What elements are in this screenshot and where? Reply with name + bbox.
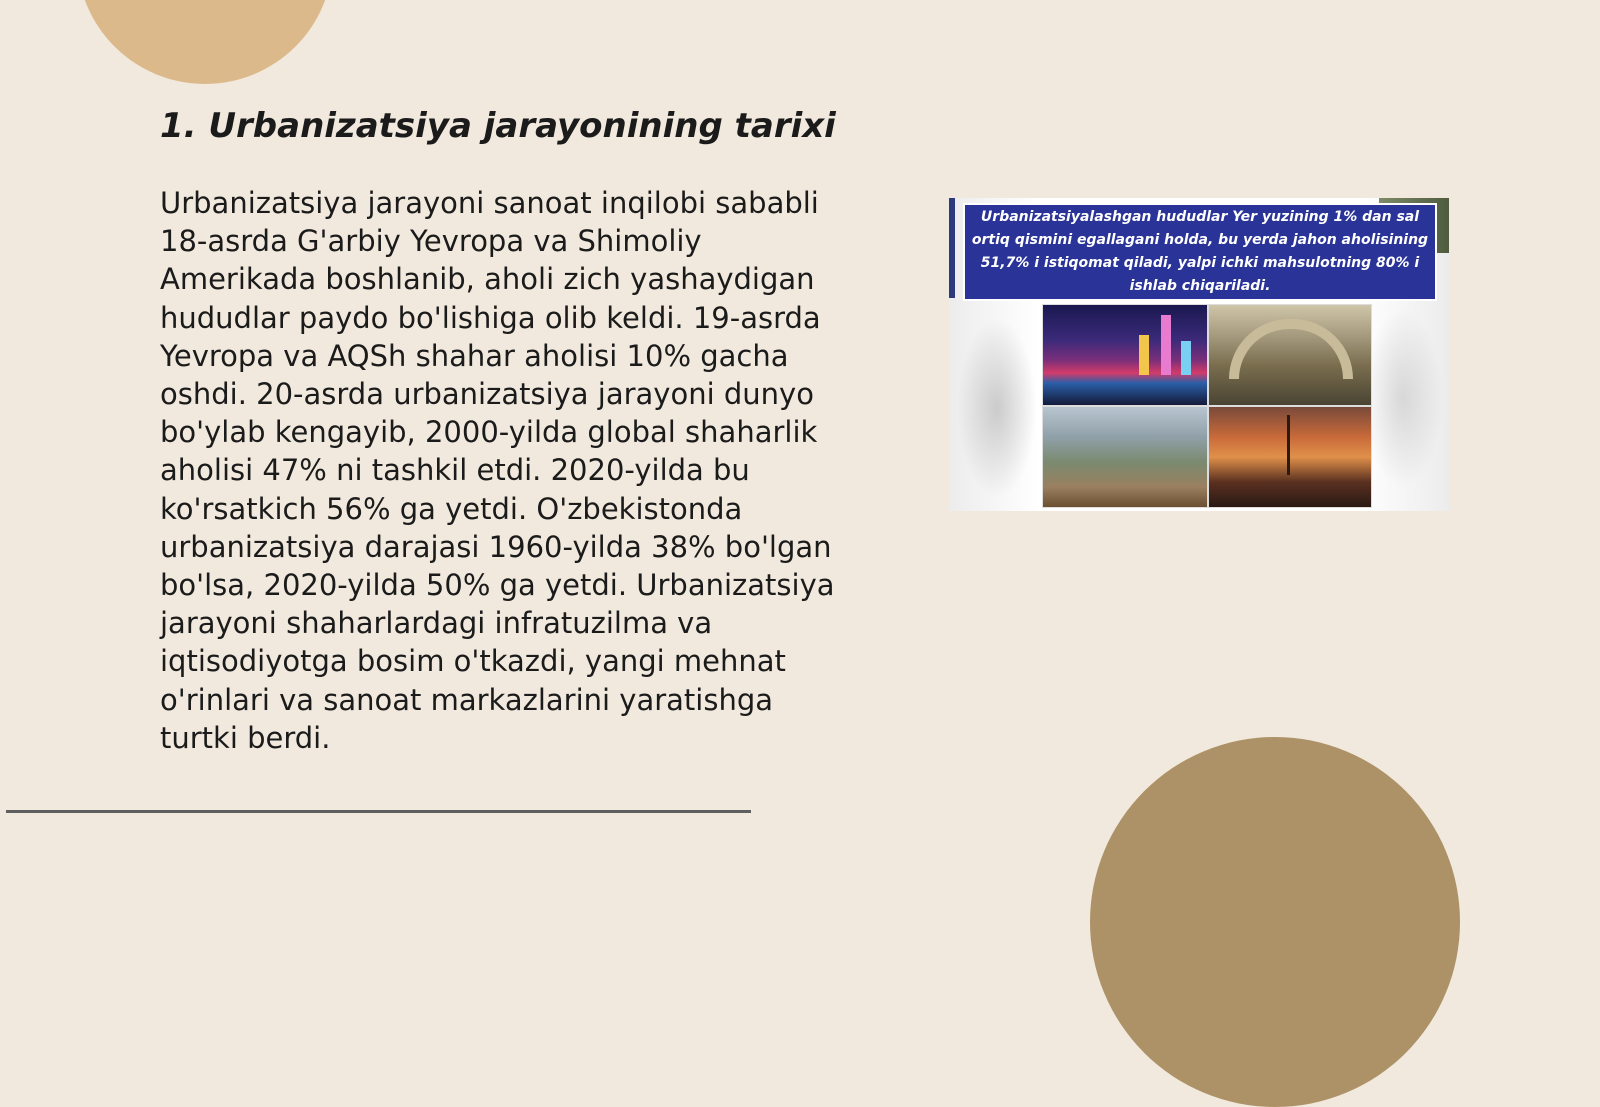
bridge-arch xyxy=(1229,319,1353,379)
old-bridge-canal-photo xyxy=(1208,304,1372,406)
city-sunset-photo xyxy=(1208,406,1372,508)
figure-brush-right xyxy=(1363,308,1443,488)
slide-body-text: Urbanizatsiya jarayoni sanoat inqilobi sababli 18-asrda G'arbiy Yevropa va Shimoliy Amerikada boshlanib, aholi zich yashaydigan hududlar paydo bo'lishiga olib keldi. 19-asrda Yevropa va AQSh shahar aholisi 10% gacha oshdi. 20-asrda urbanizatsiya jarayoni dunyo bo'ylab kengayib, 2000-yilda global shaharlik aholisi 47% ni tashkil etdi. 2020-yilda bu ko'rsatkich 56% ga yetdi. O'zbekistonda urbanizatsiya darajasi 1960-yilda 38% bo'lgan bo'lsa, 2020-yilda 50% ga yetdi. Urbanizatsiya jarayoni shaharlardagi infratuzilma va iqtisodiyotga bosim o'tkazdi, yangi mehnat o'rinlari va sanoat markazlarini yaratishga turtki berdi. xyxy=(160,186,835,755)
tower-spire xyxy=(1287,415,1290,475)
figure-caption: Urbanizatsiyalashgan hududlar Yer yuzining 1% dan sal ortiq qismini egallagani holda, bu yerda jahon aholisining 51,7% i istiqomat qiladi, yalpi ichki mahsulotning 80% i ishlab chiqariladi. xyxy=(963,203,1437,301)
aerial-city-photo xyxy=(1042,406,1208,508)
photo-collage xyxy=(1042,304,1372,508)
figure-brush-left xyxy=(957,318,1037,498)
decorative-circle-bottom xyxy=(1090,737,1460,1107)
slide-title: 1. Urbanizatsiya jarayonining tarixi xyxy=(160,106,836,146)
decorative-circle-top xyxy=(77,0,333,84)
skyline-tower xyxy=(1181,341,1191,375)
skyline-tower xyxy=(1161,315,1171,375)
figure-edge-left xyxy=(949,198,955,298)
skyline-tower xyxy=(1139,335,1149,375)
urbanization-figure xyxy=(949,198,1449,511)
divider-line xyxy=(6,810,751,813)
city-night-skyline-photo xyxy=(1042,304,1208,406)
